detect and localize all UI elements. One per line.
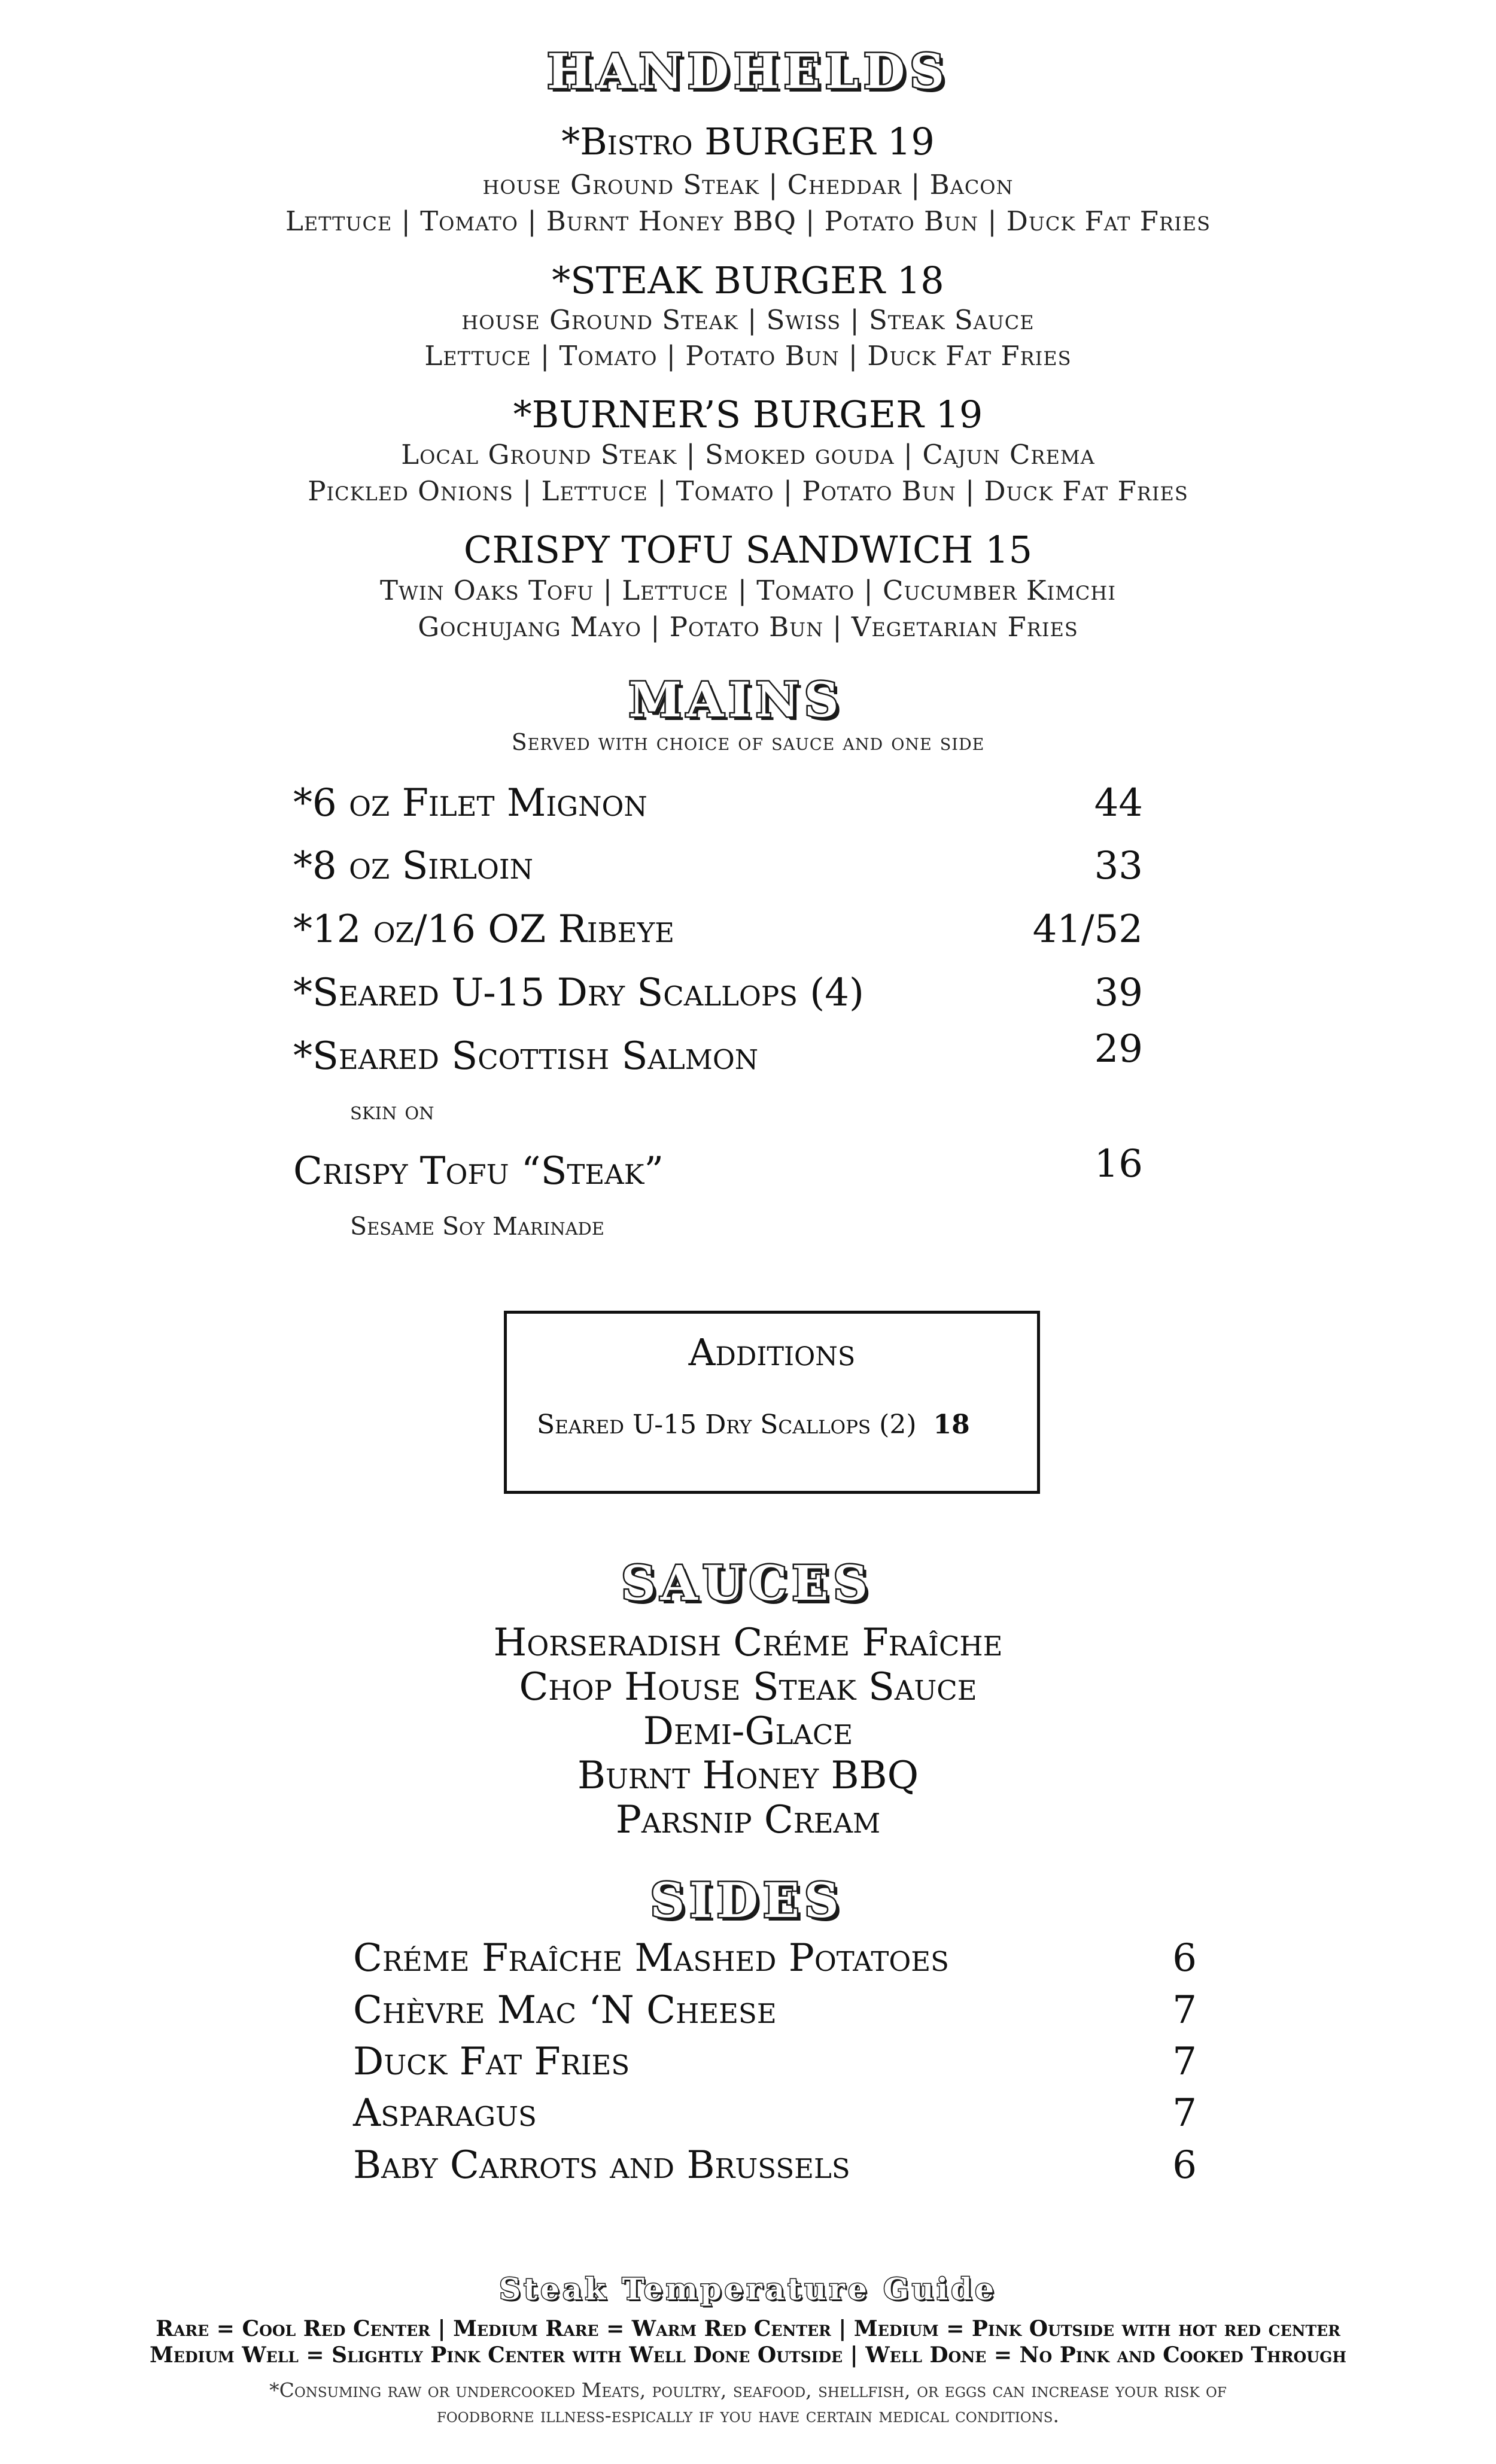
menu-item-title: *STEAK BURGER 18 (552, 259, 944, 302)
main-item-row (293, 844, 1143, 892)
guide-heading: Steak Temperature Guide (499, 2271, 997, 2307)
disclaimer-line: *Consuming raw or undercooked Meats, poultry, seafood, shellfish, or eggs can increase your risk of (269, 2378, 1227, 2402)
side-item-price: 7 (1172, 2040, 1197, 2084)
main-item-price: 29 (1094, 1027, 1143, 1071)
handhelds-heading: HANDHELDS (546, 43, 950, 99)
sauce-item: Chop House Steak Sauce (519, 1665, 977, 1709)
additions-item-name: Seared U-15 Dry Scallops (2) (537, 1409, 917, 1440)
menu-item-title: *BURNER’S BURGER 19 (513, 393, 983, 436)
menu-item-title: *Bistro BURGER 19 (561, 120, 935, 163)
guide-line: Rare = Cool Red Center | Medium Rare = Warm Red Center | Medium = Pink Outside with hot red center (156, 2316, 1340, 2341)
main-item-name: *Seared U-15 Dry Scallops (4) (293, 971, 864, 1015)
main-item-name: *6 oz Filet Mignon (293, 781, 647, 825)
side-item-row (353, 1988, 1197, 2032)
side-item-price: 6 (1172, 2143, 1197, 2187)
main-item-name: Crispy Tofu “Steak” (293, 1149, 664, 1193)
main-item-row (293, 1142, 1143, 1197)
main-item-name: *8 oz Sirloin (293, 844, 533, 888)
menu-item-description: Lettuce | Tomato | Burnt Honey BBQ | Potato Bun | Duck Fat Fries (285, 205, 1211, 237)
main-item-name: *12 oz/16 OZ Ribeye (293, 907, 675, 952)
mains-subtitle: Served with choice of sauce and one side (511, 729, 985, 755)
main-item-row (293, 1027, 1143, 1082)
main-item-price: 41/52 (1032, 907, 1143, 952)
main-item-price: 33 (1094, 844, 1143, 888)
menu-item-description: Local Ground Steak | Smoked gouda | Cajun Crema (401, 439, 1095, 470)
main-item-note: skin on (350, 1096, 434, 1125)
main-item-price: 44 (1094, 781, 1143, 825)
sides-heading: SIDES (650, 1872, 844, 1928)
additions-title: Additions (688, 1330, 856, 1374)
disclaimer-line: foodborne illness-espically if you have certain medical conditions. (436, 2404, 1060, 2427)
side-item-price: 7 (1172, 2091, 1197, 2135)
main-item-row (293, 781, 1143, 829)
sauce-item: Burnt Honey BBQ (577, 1754, 919, 1798)
menu-item-description: Gochujang Mayo | Potato Bun | Vegetarian Fries (418, 611, 1078, 643)
side-item-name: Baby Carrots and Brussels (353, 2143, 850, 2187)
additions-item-price: 18 (933, 1409, 970, 1440)
guide-line: Medium Well = Slightly Pink Center with Well Done Outside | Well Done = No Pink and Cooked Through (149, 2343, 1347, 2368)
main-item-row (293, 971, 1143, 1019)
side-item-name: Chèvre Mac ‘N Cheese (353, 1988, 777, 2032)
main-item-name: *Seared Scottish Salmon (293, 1034, 759, 1078)
menu-item-description: house Ground Steak | Swiss | Steak Sauce (461, 304, 1035, 336)
side-item-name: Créme Fraîche Mashed Potatoes (353, 1936, 949, 1980)
menu-item-description: Pickled Onions | Lettuce | Tomato | Potato Bun | Duck Fat Fries (308, 475, 1188, 507)
menu-item-description: Twin Oaks Tofu | Lettuce | Tomato | Cucumber Kimchi (380, 575, 1116, 606)
side-item-name: Asparagus (353, 2091, 537, 2135)
sauce-item: Demi-Glace (643, 1709, 853, 1754)
side-item-row (353, 2040, 1197, 2084)
sauce-item: Horseradish Créme Fraîche (493, 1621, 1003, 1665)
mains-heading: MAINS (628, 672, 844, 728)
main-item-note: Sesame Soy Marinade (350, 1212, 604, 1241)
sauces-heading: SAUCES (621, 1555, 873, 1611)
side-item-price: 6 (1172, 1936, 1197, 1980)
side-item-row (353, 2143, 1197, 2187)
side-item-name: Duck Fat Fries (353, 2040, 630, 2084)
side-item-price: 7 (1172, 1988, 1197, 2032)
sauce-item: Parsnip Cream (615, 1798, 881, 1842)
menu-item-description: house Ground Steak | Cheddar | Bacon (482, 169, 1014, 200)
menu-item-title: CRISPY TOFU SANDWICH 15 (463, 528, 1033, 572)
menu-item-description: Lettuce | Tomato | Potato Bun | Duck Fat Fries (424, 340, 1072, 372)
side-item-row (353, 2091, 1197, 2135)
main-item-row (293, 907, 1143, 955)
additions-box (504, 1311, 1040, 1494)
main-item-price: 39 (1094, 971, 1143, 1015)
side-item-row (353, 1936, 1197, 1980)
additions-item (537, 1409, 970, 1440)
main-item-price: 16 (1094, 1142, 1143, 1186)
